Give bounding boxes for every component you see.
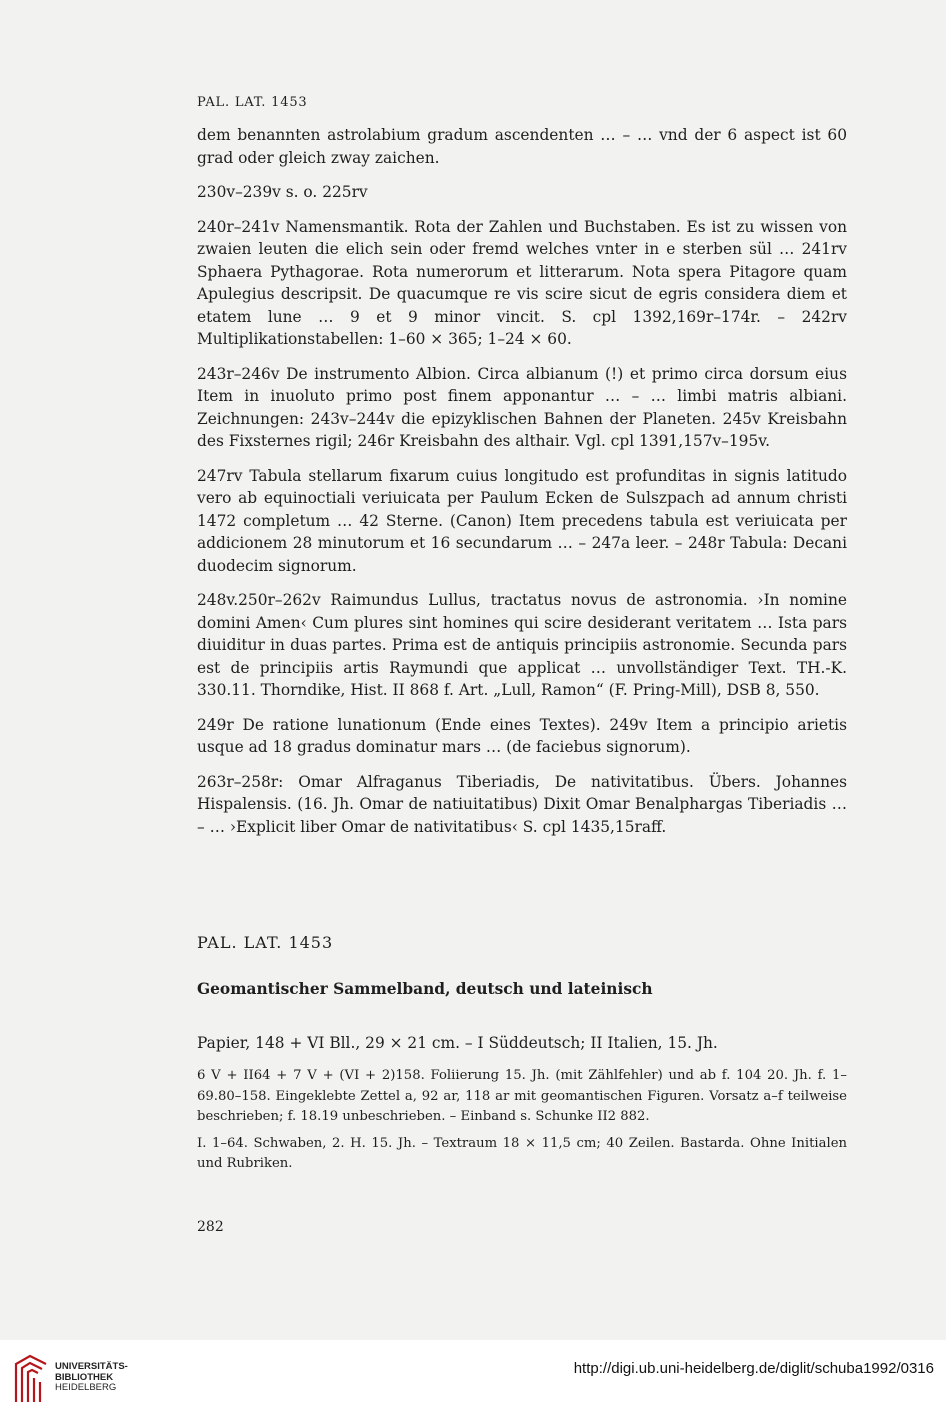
small-paragraph: I. 1–64. Schwaben, 2. H. 15. Jh. – Textraum 18 × 11,5 cm; 40 Zeilen. Bastarda. Ohne Initialen und Rubriken.: [197, 1135, 847, 1171]
viewer-footer: [0, 1340, 946, 1415]
small-paragraph: 6 V + II64 + 7 V + (VI + 2)158. Foliierung 15. Jh. (mit Zählfehler) und ab f. 104 20. Jh. f. 1–69.80–158. Eingeklebte Zettel a, 92 ar, 118 ar mit geomantischen Figuren. Vorsatz a–f teilweise beschrieben; f. 18.19 unbeschrieben. – Einband s. Schunke II2 882.: [197, 1068, 847, 1124]
library-name-line: UNIVERSITÄTS-: [55, 1361, 128, 1372]
paragraph: 248v.250r–262v Raimundus Lullus, tractatus novus de astronomia. ›In nomine domini Amen‹ Cum plures sint homines qui scire desiderant veritatem … Ista pars diuiditur in duas partes. Prima est de antiquis principiis astronomie. Secunda pars est de principiis artis Raymundi que applicat … unvollständiger Text. TH.-K. 330.11. Thorndike, Hist. II 868 f. Art. „Lull, Ramon“ (F. Pring-Mill), DSB 8, 550.: [197, 591, 847, 699]
permalink-url[interactable]: http://digi.ub.uni-heidelberg.de/diglit/schuba1992/0316: [573, 1360, 934, 1377]
library-logo-icon: [10, 1354, 52, 1404]
paragraph: 230v–239v s. o. 225rv: [197, 183, 368, 201]
paragraph: 243r–246v De instrumento Albion. Circa albianum (!) et primo circa dorsum eius Item in inuoluto primo post finem apponantur … – … limbi matris albiani. Zeichnungen: 243v–244v die epizyklischen Bahnen der Planeten. 245v Kreisbahn des Fixsternes rigil; 246r Kreisbahn des althair. Vgl. cpl 1391,157v–195v.: [197, 364, 847, 450]
running-header: PAL. LAT. 1453: [197, 95, 308, 110]
codicology-notes: [197, 1066, 847, 1181]
paragraph: 247rv Tabula stellarum fixarum cuius longitudo est profunditas in signis latitudo vero ab equinoctiali veriuicata per Paulum Ecken de Sulszpach ad annum christi 1472 completum … 42 Sterne. (Canon) Item precedens tabula est veriuicata per addicionem 28 minutorum et 16 secundarum … – 247a leer. – 248r Tabula: Decani duodecim signorum.: [197, 466, 847, 575]
paragraph: 249r De ratione lunationum (Ende eines Textes). 249v Item a principio arietis usque ad 18 gradus dominatur mars … (de faciebus signorum).: [197, 715, 847, 756]
section-description: Papier, 148 + VI Bll., 29 × 21 cm. – I Süddeutsch; II Italien, 15. Jh.: [197, 1034, 718, 1052]
page-number: 282: [197, 1219, 224, 1235]
section-title: PAL. LAT. 1453: [197, 933, 334, 952]
library-name-line: BIBLIOTHEK: [55, 1371, 114, 1383]
catalog-text: [197, 124, 847, 850]
paragraph: dem benannten astrolabium gradum ascendenten … – … vnd der 6 aspect ist 60 grad oder gleich zway zaichen.: [197, 126, 847, 167]
library-name-line: HEIDELBERG: [55, 1382, 117, 1393]
paragraph: 240r–241v Namensmantik. Rota der Zahlen und Buchstaben. Es ist zu wissen von zwaien leuten die elich sein oder fremd welches vnter in e sterben sül … 241rv Sphaera Pythagorae. Rota numerorum et litterarum. Nota spera Pitagore quam Apulegius descripsit. De quacumque re vis scire sicut de egris considera diem et etatem lune … 9 et 9 minor vincit. S. cpl 1392,169r–174r. – 242rv Multiplikationstabellen: 1–60 × 365; 1–24 × 60.: [197, 217, 847, 348]
library-name: [55, 1362, 128, 1394]
section-heading: Geomantischer Sammelband, deutsch und lateinisch: [197, 980, 653, 998]
paragraph: 263r–258r: Omar Alfraganus Tiberiadis, De nativitatibus. Übers. Johannes Hispalensis. (16. Jh. Omar de natiuitatibus) Dixit Omar Benalphargas Tiberiadis … – … ›Explicit liber Omar de nativitatibus‹ S. cpl 1435,15raff.: [197, 772, 847, 836]
